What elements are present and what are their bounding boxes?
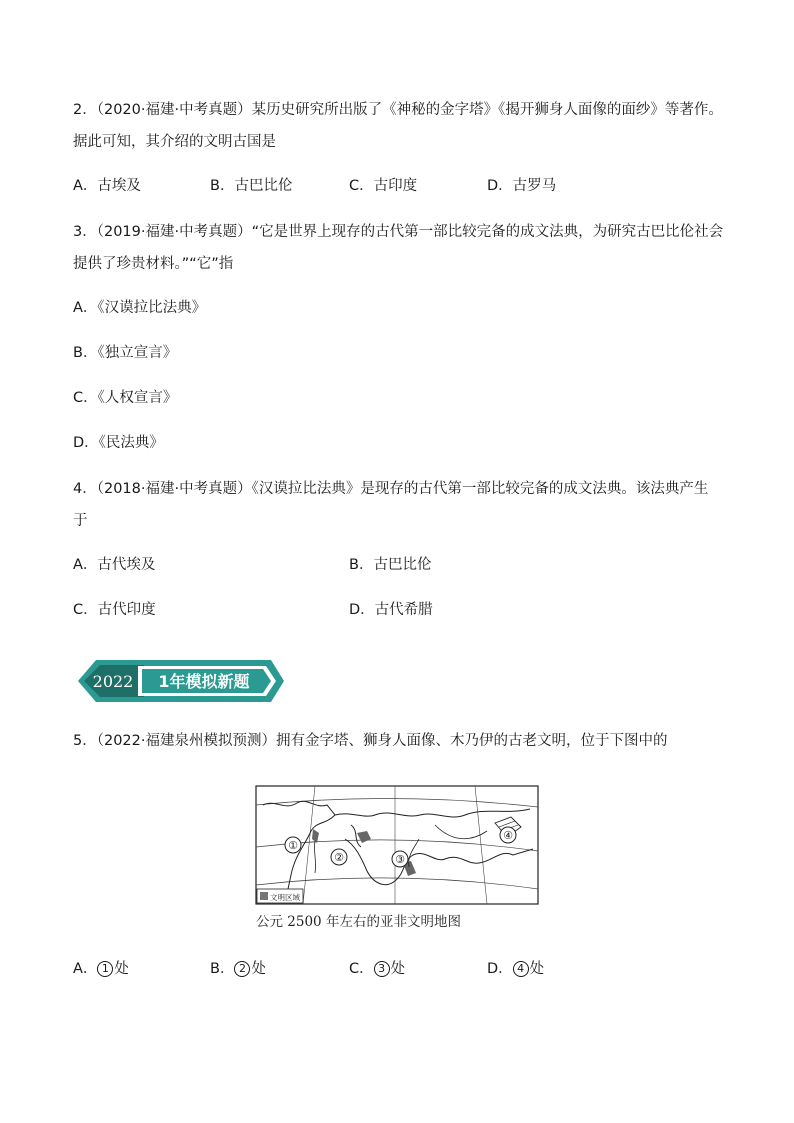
q2-stem-line1: 2．（2020·福建·中考真题）某历史研究所出版了《神秘的金字塔》《揭开狮身人面像的面纱》等著作。 [73, 102, 723, 118]
map-marker-1 [285, 837, 301, 853]
svg-text:④: ④ [503, 829, 513, 842]
circled-number-2: 2 [234, 961, 250, 977]
q2-option-b[interactable]: B．古巴比伦 [210, 178, 293, 194]
svg-text:①: ① [288, 839, 298, 852]
q3-option-d[interactable]: D．《民法典》 [73, 435, 164, 451]
banner-title: 1年模拟新题 [158, 672, 250, 691]
q3-stem-line1: 3．（2019·福建·中考真题）“它是世界上现存的古代第一部比较完备的成文法典，为研究古巴比伦社会 [73, 224, 724, 240]
q5-option-a[interactable]: A． 1 处 [73, 961, 129, 977]
q5-option-c[interactable]: C． 3 处 [349, 961, 406, 977]
q3-stem-line2: 提供了珍贵材料。”“它”指 [73, 256, 234, 272]
svg-text:②: ② [334, 851, 344, 864]
q5-option-d[interactable]: D． 4 处 [487, 961, 545, 977]
svg-text:③: ③ [395, 853, 405, 866]
q5-option-b[interactable]: B． 2 处 [210, 961, 266, 977]
q3-option-a[interactable]: A．《汉谟拉比法典》 [73, 300, 207, 316]
q2-option-d[interactable]: D．古罗马 [487, 178, 557, 194]
q2-option-a[interactable]: A．古埃及 [73, 178, 141, 194]
circled-number-4: 4 [513, 961, 529, 977]
q2-option-c[interactable]: C．古印度 [349, 178, 418, 194]
q4-option-d[interactable]: D．古代希腊 [349, 602, 433, 618]
circled-number-3: 3 [374, 961, 390, 977]
map-caption: 公元 2500 年左右的亚非文明地图 [256, 914, 461, 930]
map-legend-label: 文明区域 [270, 893, 300, 902]
q3-option-c[interactable]: C．《人权宣言》 [73, 390, 178, 406]
map-marker-4 [500, 827, 516, 843]
map-legend [257, 889, 303, 903]
map-marker-3 [392, 851, 408, 867]
map-marker-2 [331, 849, 347, 865]
q4-stem-line2: 于 [73, 513, 88, 529]
map-legend-swatch [260, 892, 268, 900]
q4-option-b[interactable]: B．古巴比伦 [349, 557, 432, 573]
ancient-civilizations-map [255, 785, 539, 905]
q4-option-a[interactable]: A．古代埃及 [73, 557, 156, 573]
banner-year: 2022 [92, 672, 134, 691]
q5-stem-line1: 5．（2022·福建泉州模拟预测）拥有金字塔、狮身人面像、木乃伊的古老文明，位于下图中的 [73, 733, 668, 749]
q3-option-b[interactable]: B．《独立宣言》 [73, 345, 178, 361]
q4-option-c[interactable]: C．古代印度 [73, 602, 156, 618]
q2-stem-line2: 据此可知，其介绍的文明古国是 [73, 134, 276, 150]
section-banner [76, 656, 286, 706]
circled-number-1: 1 [97, 961, 113, 977]
q4-stem-line1: 4．（2018·福建·中考真题）《汉谟拉比法典》是现存的古代第一部比较完备的成文法典。该法典产生 [73, 481, 709, 497]
